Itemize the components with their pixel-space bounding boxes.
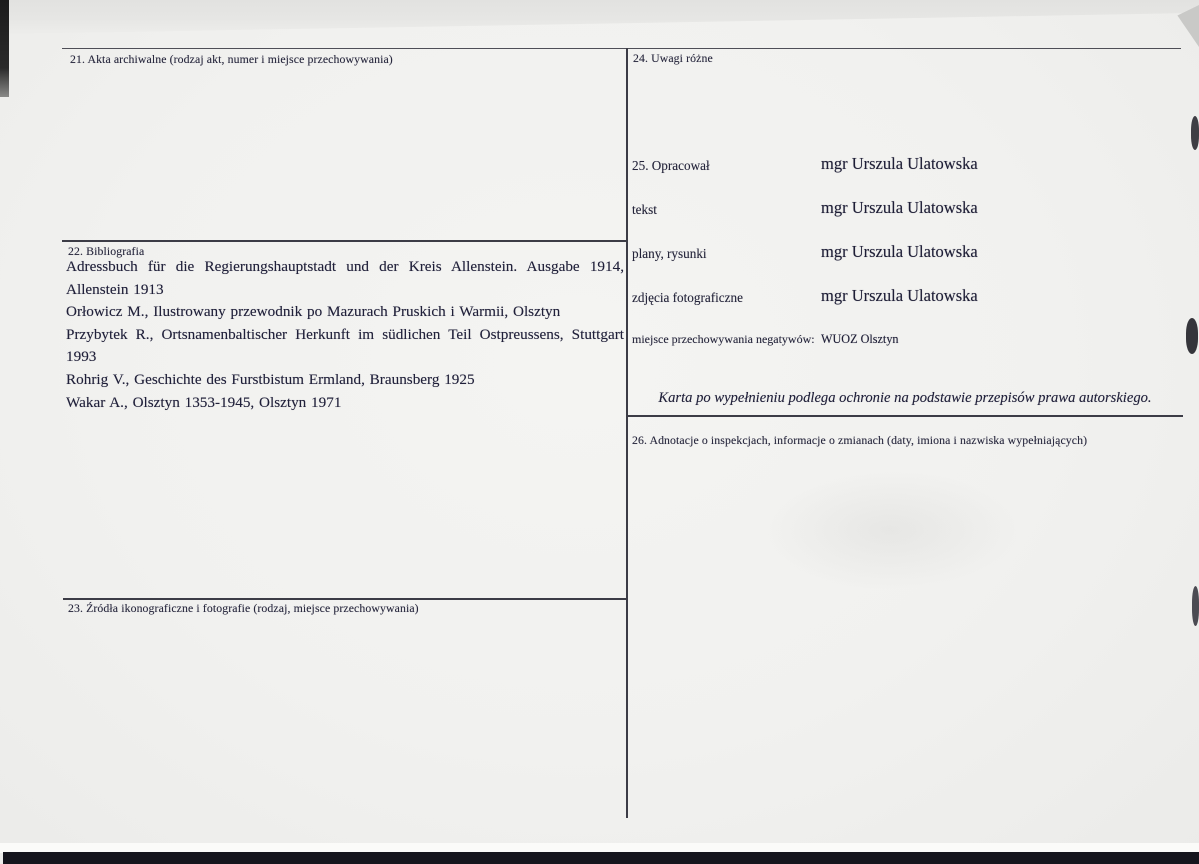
section24-label: 24. Uwagi różne [633, 51, 713, 65]
scan-right-edge-mark-1 [1191, 116, 1199, 150]
section25-value-tekst: mgr Urszula Ulatowska [821, 198, 978, 217]
scan-top-band-artifact [0, 0, 1199, 34]
section23-label: 23. Źródła ikonograficzne i fotografie (rodzaj, miejsce przechowywania) [68, 601, 419, 615]
scan-right-edge-mark-2 [1186, 318, 1198, 354]
section25-label-negatywy: miejsce przechowywania negatywów: [632, 332, 815, 346]
scan-right-edge-mark-3 [1192, 586, 1199, 626]
section25-value-negatywy: WUOZ Olsztyn [821, 332, 899, 346]
rule-top [62, 48, 1181, 49]
section25-value-zdjecia: mgr Urszula Ulatowska [821, 286, 978, 305]
rule-section23-top [63, 598, 627, 600]
bibliography-entry: Orłowicz M., Ilustrowany przewodnik po Mazurach Pruskich i Warmii, Olsztyn [66, 303, 561, 321]
section25-value-plany: mgr Urszula Ulatowska [821, 242, 978, 261]
section21-label: 21. Akta archiwalne (rodzaj akt, numer i miejsce przechowywania) [70, 52, 393, 66]
scan-smudge-artifact [760, 470, 1020, 590]
rule-section22-top [62, 240, 627, 242]
rule-section26-top [627, 415, 1183, 417]
section25-label: 25. Opracował [632, 158, 710, 173]
section22-label: 22. Bibliografia [68, 244, 145, 258]
bibliography-entry: Przybytek R., Ortsnamenbaltischer Herkunft im südlichen Teil Ostpreussens, Stuttgart 1993 [66, 325, 624, 366]
bibliography-entry: Wakar A., Olsztyn 1353-1945, Olsztyn 1971 [66, 393, 342, 411]
bibliography-entry: Rohrig V., Geschichte des Furstbistum Ermland, Braunsberg 1925 [66, 370, 475, 388]
bibliography-text [66, 256, 624, 414]
copyright-note: Karta po wypełnieniu podlega ochronie na podstawie przepisów prawa autorskiego. [658, 390, 1152, 406]
section25-value-opracowal: mgr Urszula Ulatowska [821, 154, 978, 173]
scan-left-edge-artifact [0, 0, 9, 97]
section26-label: 26. Adnotacje o inspekcjach, informacje o zmianach (daty, imiona i nazwiska wypełniających) [632, 433, 1088, 447]
rule-column-divider [626, 48, 628, 818]
section25-label-plany: plany, rysunki [632, 246, 707, 261]
section25-label-zdjecia: zdjęcia fotograficzne [632, 290, 743, 305]
bibliography-entry: Adressbuch für die Regierungshauptstadt und der Kreis Allenstein. Ausgabe 1914, Allenstein 1913 [66, 258, 624, 298]
scan-bottom-edge-artifact [3, 852, 1199, 864]
section25-label-tekst: tekst [632, 202, 657, 217]
